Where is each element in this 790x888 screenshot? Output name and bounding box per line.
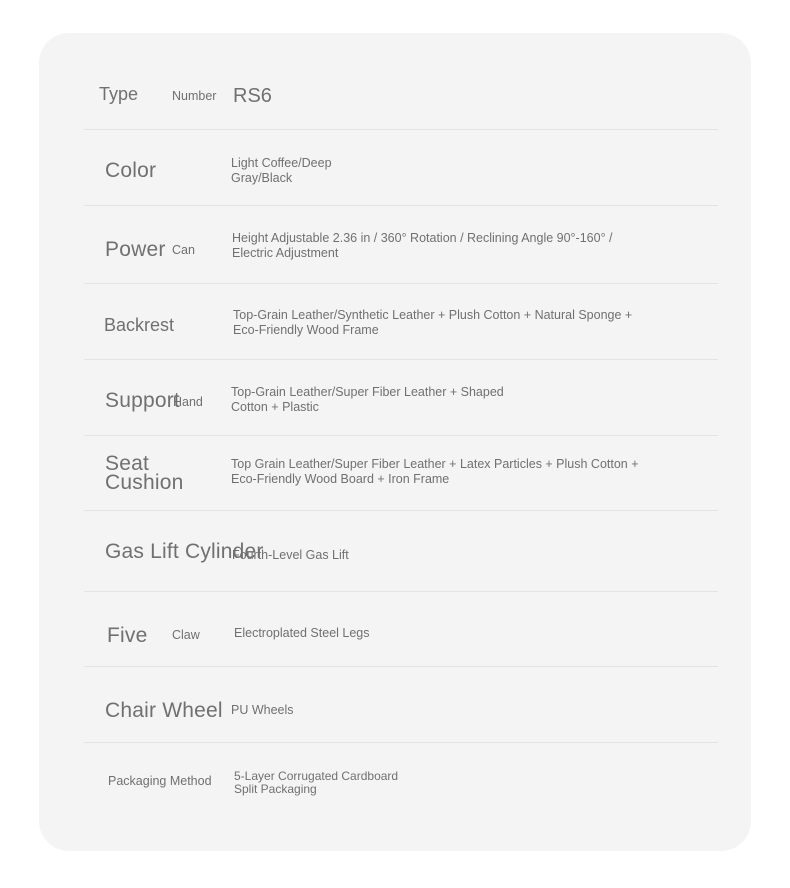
chair-wheel-value: PU Wheels [231, 703, 294, 717]
row-divider [84, 359, 718, 360]
color-label: Color [105, 159, 157, 182]
packaging-label: Packaging Method [108, 774, 212, 788]
power-value-line: Electric Adjustment [232, 245, 339, 260]
support-sublabel: Hand [173, 395, 203, 409]
row-divider [84, 435, 718, 436]
seat-label-line: Seat [105, 452, 149, 475]
power-sublabel: Can [172, 243, 195, 257]
row-divider [84, 510, 718, 511]
row-divider [84, 742, 718, 743]
row-divider [84, 283, 718, 284]
chair-wheel-label: Chair Wheel [105, 699, 223, 722]
seat-value-line: Top Grain Leather/Super Fiber Leather + Latex Particles + Plush Cotton + [231, 457, 639, 471]
packaging-value-line: 5-Layer Corrugated Cardboard [234, 769, 399, 783]
color-value-line: Gray/Black [231, 170, 293, 185]
power-value [232, 231, 613, 260]
five-label: Five [107, 624, 148, 647]
support-value-line: Top-Grain Leather/Super Fiber Leather + Shaped [231, 385, 504, 399]
color-value [231, 156, 332, 185]
row-divider [84, 666, 718, 667]
backrest-label: Backrest [104, 315, 175, 335]
color-value-line: Light Coffee/Deep [231, 156, 332, 170]
gas-lift-value: Fourth-Level Gas Lift [232, 548, 349, 562]
packaging-value-line: Split Packaging [234, 781, 317, 796]
support-value-line: Cotton + Plastic [231, 399, 319, 414]
row-divider [84, 205, 718, 206]
power-value-line: Height Adjustable 2.36 in / 360° Rotation / Reclining Angle 90°-160° / [232, 231, 613, 245]
seat-cushion-value [231, 457, 639, 486]
support-label: Support [105, 389, 180, 412]
backrest-value-line: Eco-Friendly Wood Frame [233, 322, 379, 337]
spec-card [39, 33, 751, 851]
gas-lift-label: Gas Lift Cylinder [105, 540, 264, 563]
seat-cushion-label [105, 454, 183, 492]
power-label: Power [105, 238, 166, 261]
type-sublabel: Number [172, 89, 217, 103]
packaging-value [234, 770, 398, 795]
type-label: Type [99, 84, 139, 104]
five-sublabel: Claw [172, 628, 200, 642]
five-value: Electroplated Steel Legs [234, 626, 370, 640]
row-divider [84, 591, 718, 592]
backrest-value-line: Top-Grain Leather/Synthetic Leather + Plush Cotton + Natural Sponge + [233, 308, 633, 322]
row-divider [84, 129, 718, 130]
support-value [231, 385, 504, 414]
seat-label-line: Cushion [105, 471, 184, 494]
seat-value-line: Eco-Friendly Wood Board + Iron Frame [231, 471, 450, 486]
backrest-value [233, 308, 632, 337]
type-value: RS6 [233, 85, 272, 107]
